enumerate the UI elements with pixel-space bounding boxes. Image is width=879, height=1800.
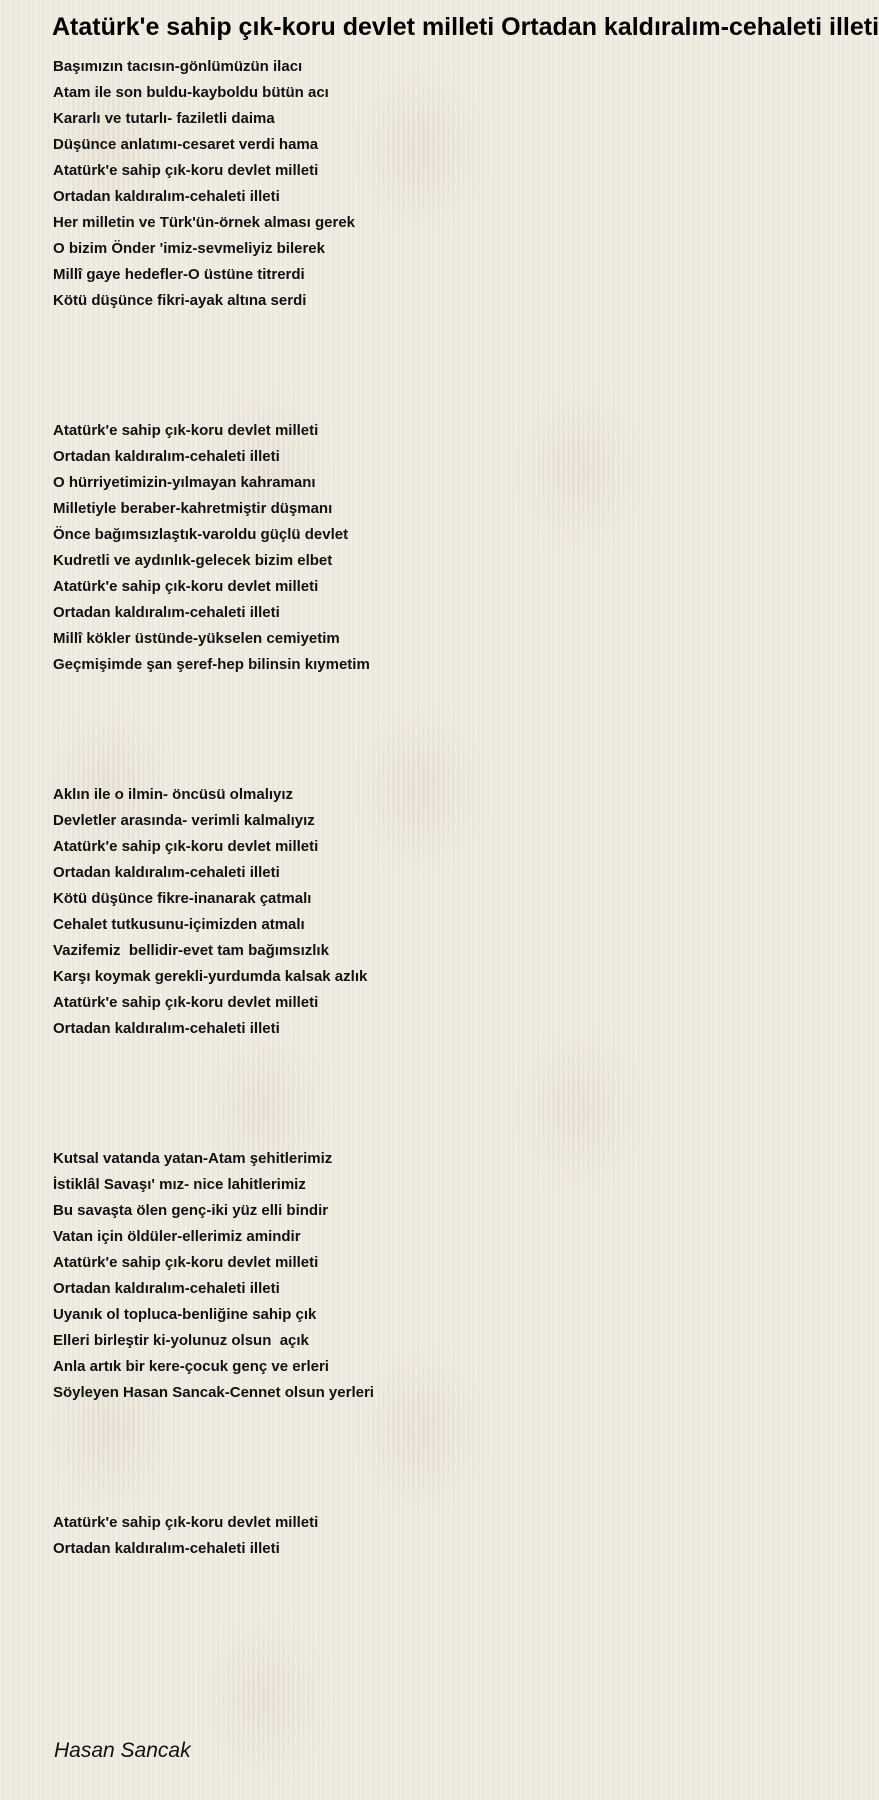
poem-body [53,54,633,1666]
poem-line: Ortadan kaldıralım-cehaleti illeti [53,1020,280,1037]
poem-line: İstiklâl Savaşı' mız- nice lahitlerimiz [53,1176,306,1193]
poem-line: Kötü düşünce fikri-ayak altına serdi [53,292,307,309]
poem-line: Bu savaşta ölen genç-iki yüz elli bindir [53,1202,329,1219]
poem-line: Ortadan kaldıralım-cehaleti illeti [53,448,280,465]
poem-line: Atatürk'e sahip çık-koru devlet milleti [53,1514,319,1531]
stanza-2 [53,418,633,678]
poem-line: Devletler arasında- verimli kalmalıyız [53,812,315,829]
poem-line: Atatürk'e sahip çık-koru devlet milleti [53,994,319,1011]
poem-line: Geçmişimde şan şeref-hep bilinsin kıymetim [53,656,370,673]
poem-line: Uyanık ol topluca-benliğine sahip çık [53,1306,317,1323]
poem-line: Başımızın tacısın-gönlümüzün ilacı [53,58,303,75]
poem-line: O bizim Önder 'imiz-sevmeliyiz bilerek [53,240,325,257]
poem-line: Atatürk'e sahip çık-koru devlet milleti [53,162,319,179]
poem-line: Atatürk'e sahip çık-koru devlet milleti [53,578,319,595]
poem-line: Kutsal vatanda yatan-Atam şehitlerimiz [53,1150,333,1167]
poem-line: Vatan için öldüler-ellerimiz amindir [53,1228,301,1245]
stanza-4 [53,1146,633,1406]
poem-line: Milletiyle beraber-kahretmiştir düşmanı [53,500,333,517]
poem-line: Önce bağımsızlaştık-varoldu güçlü devlet [53,526,349,543]
poem-line: Söyleyen Hasan Sancak-Cennet olsun yerleri [53,1384,374,1401]
poem-line: Elleri birleştir ki-yolunuz olsun açık [53,1332,309,1349]
poem-line: Atatürk'e sahip çık-koru devlet milleti [53,422,319,439]
poem-line: Düşünce anlatımı-cesaret verdi hama [53,136,319,153]
poem-line: Ortadan kaldıralım-cehaleti illeti [53,188,280,205]
poem-line: Cehalet tutkusunu-içimizden atmalı [53,916,305,933]
poem-author: Hasan Sancak [54,1739,191,1762]
poem-line: Millî kökler üstünde-yükselen cemiyetim [53,630,340,647]
poem-line: Aklın ile o ilmin- öncüsü olmalıyız [53,786,294,803]
poem-line: Vazifemiz bellidir-evet tam bağımsızlık [53,942,329,959]
poem-line: Ortadan kaldıralım-cehaleti illeti [53,1540,280,1557]
poem-line: Anla artık bir kere-çocuk genç ve erleri [53,1358,329,1375]
poem-line: Atatürk'e sahip çık-koru devlet milleti [53,838,319,855]
poem-line: Kararlı ve tutarlı- faziletli daima [53,110,275,127]
poem-line: Ortadan kaldıralım-cehaleti illeti [53,864,280,881]
poem-title: Atatürk'e sahip çık-koru devlet milleti Ortadan kaldıralım-cehaleti illeti [52,13,879,41]
poem-line: Kudretli ve aydınlık-gelecek bizim elbet [53,552,333,569]
poem-line: O hürriyetimizin-yılmayan kahramanı [53,474,316,491]
poem-line: Her milletin ve Türk'ün-örnek alması gerek [53,214,356,231]
poem-line: Karşı koymak gerekli-yurdumda kalsak azlık [53,968,368,985]
poem-line: Millî gaye hedefler-O üstüne titrerdi [53,266,305,283]
poem-line: Ortadan kaldıralım-cehaleti illeti [53,1280,280,1297]
stanza-1 [53,54,633,314]
poem-line: Kötü düşünce fikre-inanarak çatmalı [53,890,312,907]
poem-line: Atam ile son buldu-kayboldu bütün acı [53,84,329,101]
poem-line: Ortadan kaldıralım-cehaleti illeti [53,604,280,621]
stanza-3 [53,782,633,1042]
stanza-5 [53,1510,633,1562]
poem-line: Atatürk'e sahip çık-koru devlet milleti [53,1254,319,1271]
